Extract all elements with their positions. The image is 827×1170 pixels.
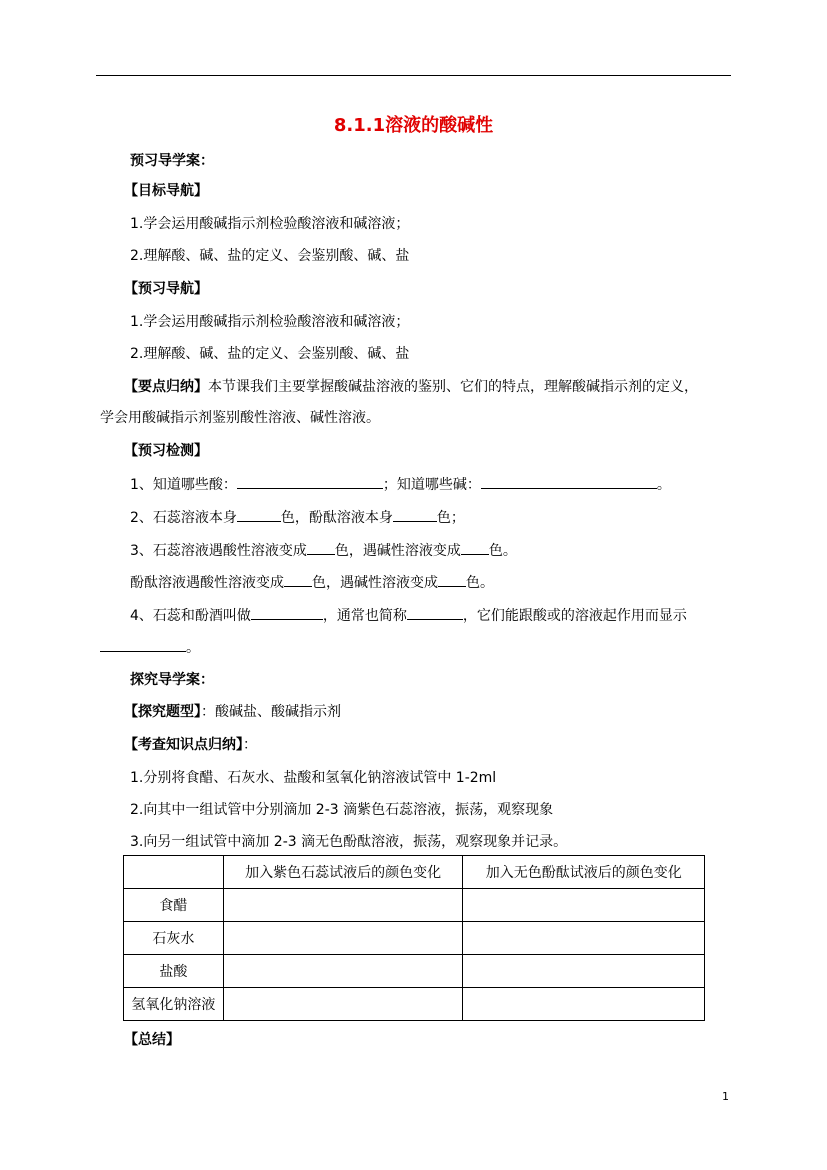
table-header-cell: 加入无色酚酞试液后的颜色变化 [463,856,705,889]
table-cell-phenolphthalein[interactable] [463,922,705,955]
header-rule [96,75,731,76]
question-text: 色，酚酞溶液本身 [280,510,393,526]
table-row [124,988,705,1021]
question-1 [130,474,671,495]
table-row [124,955,705,988]
answer-blank[interactable] [100,637,186,652]
answer-blank[interactable] [284,572,312,587]
table-row-label: 盐酸 [124,955,224,988]
table-row-label: 食醋 [124,889,224,922]
question-text: 色，遇碱性溶液变成 [312,575,438,591]
question-text: 2、石蕊溶液本身 [130,510,237,526]
summary-heading: 【总结】 [124,1032,180,1048]
explore-heading: 探究导学案： [130,672,214,688]
table-cell-phenolphthalein[interactable] [463,889,705,922]
knowledge-heading-suffix: ： [243,737,257,753]
observation-table [123,855,705,1021]
knowledge-step: 2.向其中一组试管中分别滴加 2-3 滴紫色石蕊溶液，振荡，观察现象 [130,802,554,818]
table-cell-phenolphthalein[interactable] [463,988,705,1021]
question-3b [130,572,494,593]
question-4 [130,605,687,626]
goal-nav-item: 2.理解酸、碱、盐的定义、会鉴别酸、碱、盐 [130,248,410,264]
explore-type [124,702,341,722]
preview-check-heading: 【预习检测】 [124,443,208,459]
question-text: 色； [436,510,465,526]
answer-blank[interactable] [407,605,463,620]
question-text: 1、知道哪些酸： [130,477,237,493]
question-text: 3、石蕊溶液遇酸性溶液变成 [130,543,307,559]
document-title: 8.1.1溶液的酸碱性 [333,115,494,136]
knowledge-heading-line [124,735,257,755]
knowledge-step: 3.向另一组试管中滴加 2-3 滴无色酚酞溶液，振荡，观察现象并记录。 [130,834,568,850]
table-cell-litmus[interactable] [223,955,463,988]
question-text: 色。 [466,575,494,591]
explore-type-label: 【探究题型】 [124,704,201,720]
question-4-continued [100,637,200,658]
table-cell-phenolphthalein[interactable] [463,955,705,988]
question-text: 色。 [488,543,517,559]
question-text: 4、石蕊和酚酒叫做 [130,608,251,624]
page-number: 1 [722,1090,729,1103]
table-header-cell: 加入紫色石蕊试液后的颜色变化 [223,856,463,889]
preview-nav-heading: 【预习导航】 [124,281,208,297]
table-row [124,922,705,955]
table-cell-litmus[interactable] [223,889,463,922]
question-3 [130,540,517,561]
explore-type-text: ：酸碱盐、酸碱指示剂 [201,704,341,720]
answer-blank[interactable] [393,507,437,522]
question-text: ，它们能跟酸或的溶液起作用而显示 [462,608,687,624]
key-points-text: 本节课我们主要掌握酸碱盐溶液的鉴别、它们的特点，理解酸碱指示剂的定义， [208,379,698,395]
table-cell-litmus[interactable] [223,988,463,1021]
question-text: 色，遇碱性溶液变成 [334,543,461,559]
answer-blank[interactable] [251,605,323,620]
goal-nav-item: 1.学会运用酸碱指示剂检验酸溶液和碱溶液； [130,216,410,232]
table-header-row [124,856,705,889]
question-text: 。 [186,640,200,656]
question-text: 酚酞溶液遇酸性溶液变成 [130,575,284,591]
table-cell-litmus[interactable] [223,922,463,955]
goal-nav-heading: 【目标导航】 [124,183,208,199]
answer-blank[interactable] [237,474,383,489]
answer-blank[interactable] [461,540,489,555]
key-points-line1 [124,377,698,397]
answer-blank[interactable] [438,572,466,587]
table-row-label: 氢氧化钠溶液 [124,988,224,1021]
question-text: ，通常也简称 [322,608,407,624]
answer-blank[interactable] [481,474,657,489]
answer-blank[interactable] [237,507,281,522]
question-text: ；知道哪些碱： [382,477,481,493]
preview-nav-item: 2.理解酸、碱、盐的定义、会鉴别酸、碱、盐 [130,346,410,362]
knowledge-heading: 【考查知识点归纳】 [124,737,243,753]
question-text: 。 [656,477,671,493]
table-row-label: 石灰水 [124,922,224,955]
preview-heading: 预习导学案： [130,153,214,169]
answer-blank[interactable] [307,540,335,555]
table-header-cell [124,856,224,889]
preview-nav-item: 1.学会运用酸碱指示剂检验酸溶液和碱溶液； [130,314,410,330]
key-points-line2: 学会用酸碱指示剂鉴别酸性溶液、碱性溶液。 [100,410,380,426]
question-2 [130,507,465,528]
key-points-label: 【要点归纳】 [124,379,208,395]
knowledge-step: 1.分别将食醋、石灰水、盐酸和氢氧化钠溶液试管中 1-2ml [130,770,497,786]
table-row [124,889,705,922]
